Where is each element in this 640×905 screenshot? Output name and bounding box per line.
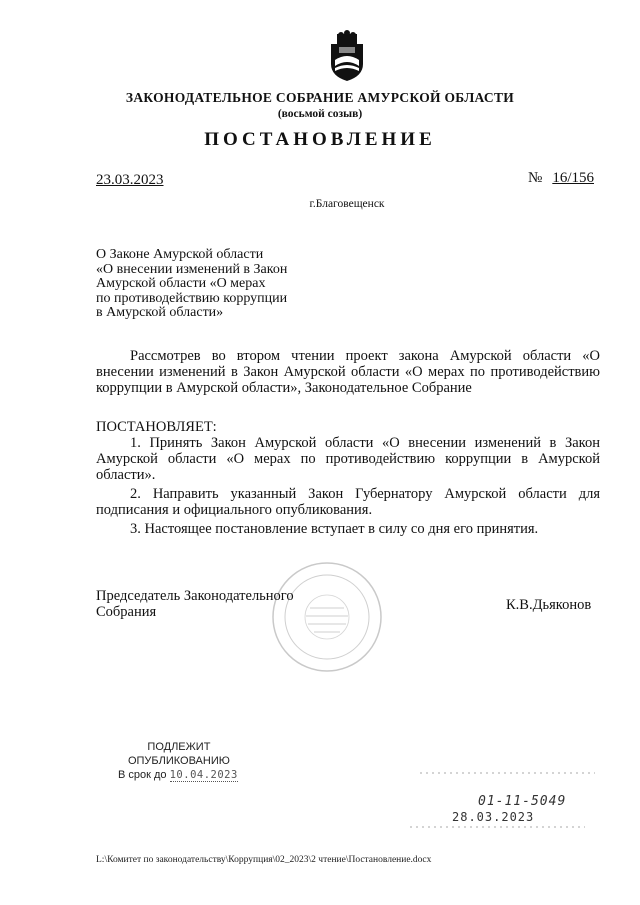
deadline-label: В срок до [118, 769, 167, 781]
convocation: (восьмой созыв) [277, 108, 363, 120]
signatory-position [96, 588, 294, 620]
document-date: 23.03.2023 [96, 172, 164, 188]
subject-line: О Законе Амурской области [96, 247, 264, 262]
resolution-item-2: 2. Направить указанный Закон Губернатору Амурской области для подписания и официального опубликования. [96, 486, 600, 518]
position-line: Председатель Законодательного [96, 588, 294, 604]
city: г.Благовещенск [309, 198, 385, 210]
stamp-deadline [118, 768, 238, 782]
number-sign: № [528, 170, 543, 186]
subject-line: Амурской области «О мерах [96, 276, 266, 291]
coat-of-arms-icon [327, 30, 367, 82]
publication-stamp [120, 740, 238, 782]
document-number [528, 170, 594, 187]
file-path: L:\Комитет по законодательству\Коррупция\02_2023\2 чтение\Постановление.docx [96, 855, 432, 865]
position-line: Собрания [96, 604, 157, 620]
signatory-name: К.В.Дьяконов [506, 597, 592, 613]
document-title: ПОСТАНОВЛЕНИЕ [204, 129, 436, 150]
subject-line: по противодействию коррупции [96, 290, 288, 306]
resolution-item-3: 3. Настоящее постановление вступает в силу со дня его принятия. [130, 521, 539, 537]
subject-line: «О внесении изменений в Закон [96, 261, 288, 277]
preamble: Рассмотрев во втором чтении проект закона Амурской области «О внесении изменений в Закон Амурской области «О мерах по противодействию коррупции в Амурской области», Законодательное Собрание [96, 348, 600, 396]
resolution-item-1: 1. Принять Закон Амурской области «О внесении изменений в Закон Амурской области «О мерах по противодействию коррупции в Амурской области». [96, 435, 600, 483]
subject-line: в Амурской области» [96, 305, 224, 320]
organization-name: ЗАКОНОДАТЕЛЬНОЕ СОБРАНИЕ АМУРСКОЙ ОБЛАСТИ [125, 90, 515, 105]
number-value: 16/156 [552, 170, 594, 186]
stamp-line-subject: ПОДЛЕЖИТ [147, 741, 211, 753]
stamp-line-publication: ОПУБЛИКОВАНИЮ [127, 755, 230, 767]
subject-block [96, 248, 336, 321]
registration-date: 28.03.2023 [452, 810, 535, 824]
deadline-date: 10.04.2023 [169, 769, 238, 781]
resolves-heading: ПОСТАНОВЛЯЕТ: [96, 419, 217, 435]
registration-number: 01-11-5049 [478, 794, 567, 809]
